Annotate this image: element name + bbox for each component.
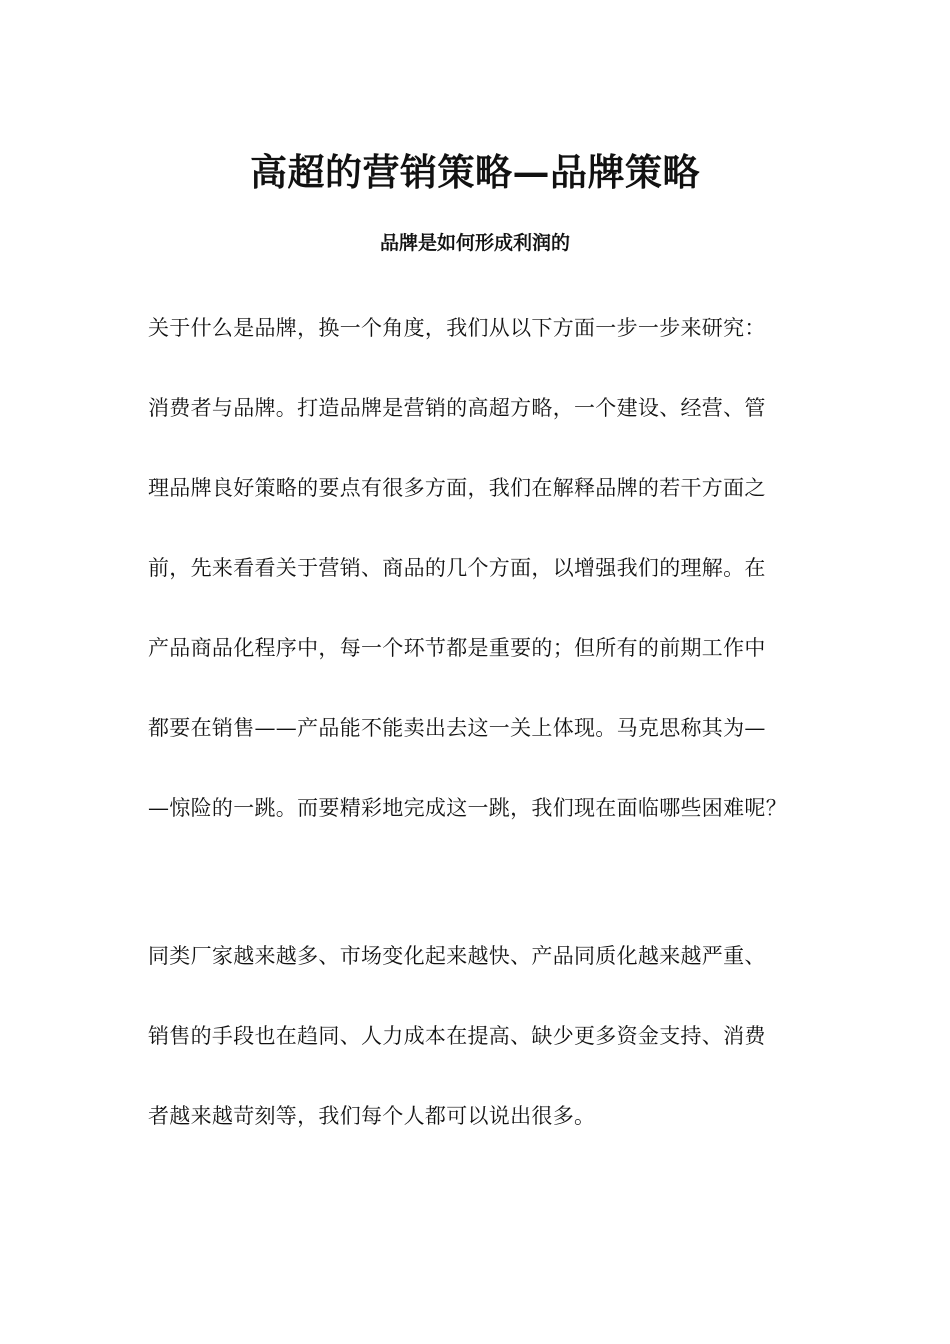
text-line: 者越来越苛刻等，我们每个人都可以说出很多。 bbox=[148, 1104, 596, 1128]
document-title: 高超的营销策略—品牌策略 bbox=[250, 150, 700, 194]
document-subtitle: 品牌是如何形成利润的 bbox=[379, 232, 570, 254]
text-line: 理品牌良好策略的要点有很多方面，我们在解释品牌的若干方面之 bbox=[148, 476, 766, 500]
text-line: 产品商品化程序中，每一个环节都是重要的；但所有的前期工作中 bbox=[148, 636, 766, 660]
text-line: 销售的手段也在趋同、人力成本在提高、缺少更多资金支持、消费 bbox=[148, 1024, 766, 1048]
text-line: —惊险的一跳。而要精彩地完成这一跳，我们现在面临哪些困难呢？ bbox=[148, 796, 787, 820]
text-line: 都要在销售——产品能不能卖出去这一关上体现。马克思称其为— bbox=[148, 716, 766, 740]
text-line: 关于什么是品牌，换一个角度，我们从以下方面一步一步来研究： bbox=[148, 316, 766, 340]
text-line: 同类厂家越来越多、市场变化起来越快、产品同质化越来越严重、 bbox=[148, 944, 766, 968]
text-line: 消费者与品牌。打造品牌是营销的高超方略，一个建设、经营、管 bbox=[148, 396, 766, 420]
text-line: 前，先来看看关于营销、商品的几个方面，以增强我们的理解。在 bbox=[148, 556, 766, 580]
